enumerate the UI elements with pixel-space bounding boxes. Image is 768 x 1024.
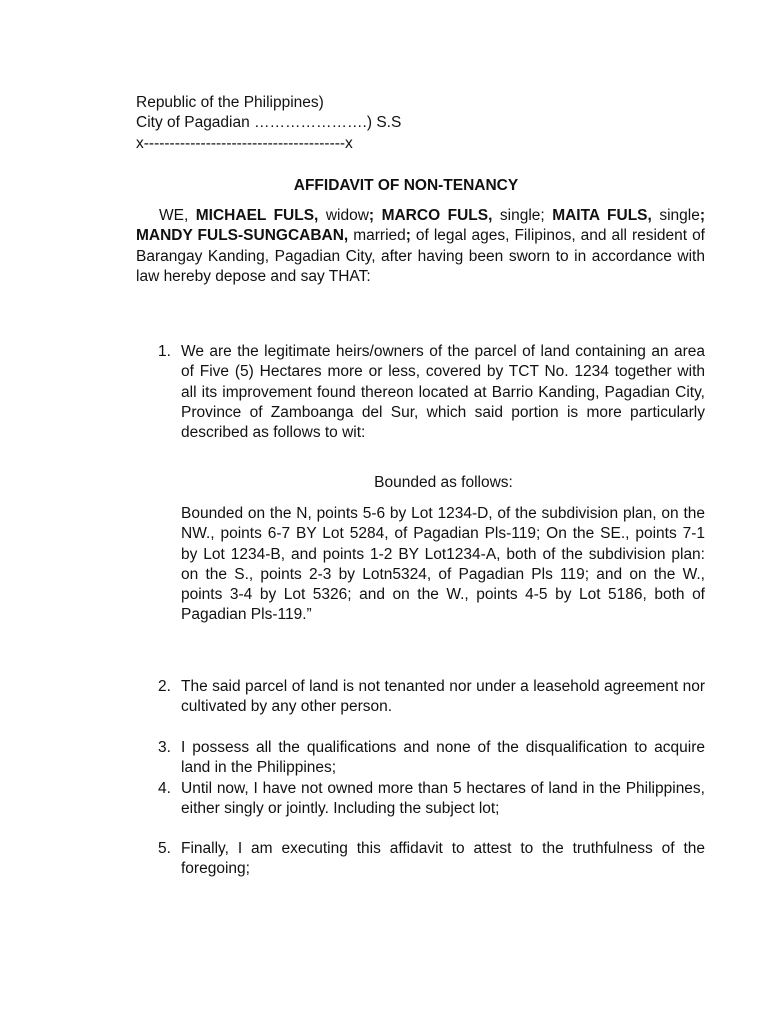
- affiant-name-2: MARCO FULS,: [381, 207, 493, 224]
- list-number: 4.: [158, 779, 171, 797]
- list-item: [136, 839, 705, 880]
- venue-header: [136, 93, 401, 154]
- intro-paragraph: [136, 206, 705, 287]
- list-item-text: Finally, I am executing this affidavit to attest to the truthfulness of the foregoing;: [181, 840, 705, 878]
- list-item-text: Until now, I have not owned more than 5 hectares of land in the Philippines, either singly or jointly. Including the subject lot;: [181, 779, 705, 817]
- bounded-heading: Bounded as follows:: [374, 474, 513, 491]
- boundaries-description: Bounded on the N, points 5-6 by Lot 1234-D, of the subdivision plan, on the NW., points 6-7 BY Lot 5284, of Pagadian Pls-119; On the SE., points 7-1 by Lot 1234-B, and points 1-2 BY Lot1234-A, both of the subdivision plan: on the S., points 2-3 by Lotn5324, of Pagadian Pls 119; and on the W., points 3-4 by Lot 5326; and on the W., points 4-5 by Lot 5186, both of Pagadian Pls-119.”: [181, 505, 705, 624]
- header-city: City of Pagadian ………………….) S.S: [136, 114, 402, 132]
- list-item-text: I possess all the qualifications and none of the disqualification to acquire land in the Philippines;: [181, 739, 705, 777]
- list-number: 1.: [158, 343, 171, 360]
- intro-we: WE,: [159, 207, 196, 224]
- affiant-name-3: MAITA FULS,: [552, 207, 652, 224]
- separator-4: ;: [405, 227, 411, 245]
- intro-rest: of legal ages, Filipinos, and all resident of Barangay Kanding, Pagadian City, after having been sworn to in accordance with law hereby depose and say THAT:: [136, 227, 705, 285]
- list-number: 5.: [158, 840, 171, 857]
- affiant-status-3: single: [651, 207, 700, 224]
- list-item: [136, 342, 705, 443]
- affiant-status-2: single;: [492, 207, 553, 224]
- numbered-list-part4: [136, 839, 705, 880]
- affiant-status-4: married: [348, 227, 406, 245]
- separator-1: ;: [368, 207, 382, 224]
- list-item-text: We are the legitimate heirs/owners of the parcel of land containing an area of Five (5) Hectares more or less, covered by TCT No. 1234 together with all its improvement found thereon located at Barrio Kanding, Pagadian City, Province of Zamboanga del Sur, which said portion is more particularly described as follows to wit:: [181, 343, 705, 442]
- list-number: 3.: [158, 739, 171, 756]
- document-title: AFFIDAVIT OF NON-TENANCY: [293, 177, 519, 194]
- list-item: [136, 779, 705, 820]
- numbered-list-part2: [136, 677, 705, 718]
- list-item: [136, 677, 705, 718]
- numbered-list-part1: [136, 342, 705, 443]
- affiant-name-4: MANDY FULS-SUNGCABAN,: [136, 227, 349, 245]
- separator-3: ;: [699, 207, 705, 224]
- list-number: 2.: [158, 678, 171, 695]
- list-item: [136, 738, 705, 779]
- numbered-list-part3: [136, 738, 705, 819]
- affiant-name-1: MICHAEL FULS,: [195, 207, 319, 224]
- header-divider: x---------------------------------------x: [136, 134, 353, 152]
- header-republic: Republic of the Philippines): [136, 94, 324, 111]
- affiant-status-1: widow: [318, 207, 369, 224]
- list-item-text: The said parcel of land is not tenanted nor under a leasehold agreement nor cultivated by any other person.: [181, 678, 705, 716]
